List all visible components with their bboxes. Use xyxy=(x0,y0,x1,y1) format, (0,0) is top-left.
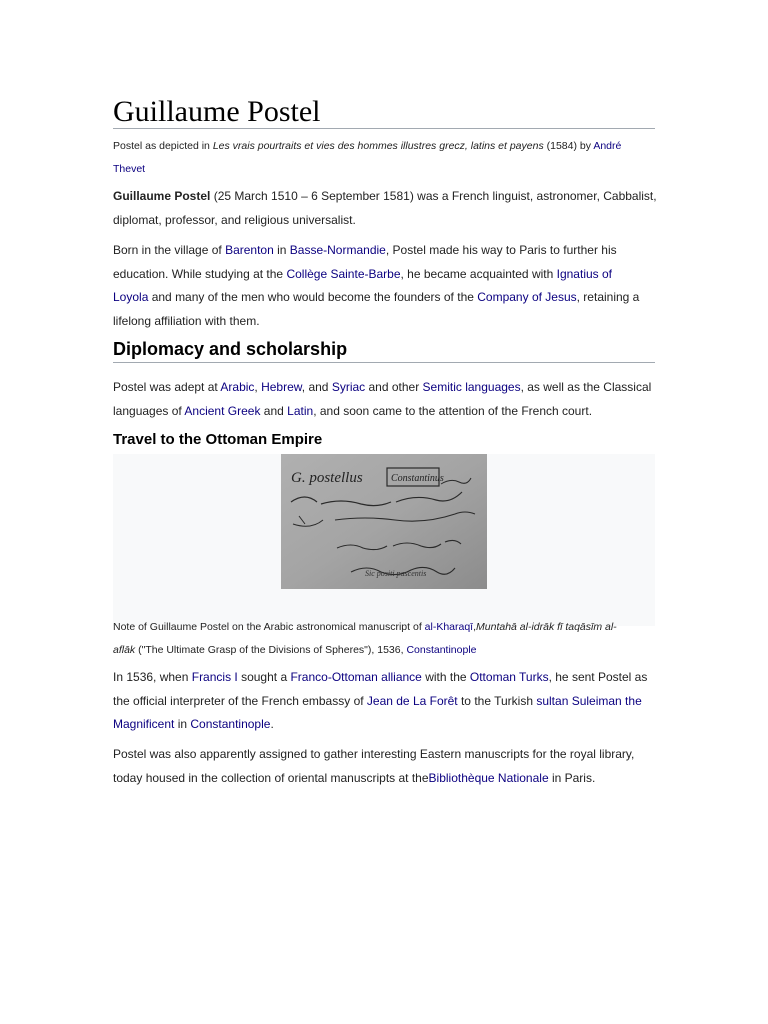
link-magnificent[interactable]: Magnificent xyxy=(113,717,175,731)
figure-caption: Note of Guillaume Postel on the Arabic astronomical manuscript of al-Kharaqī,Muntahā al-idrāk fī taqāsīm al- aflāk ("The Ultimate Grasp of the Divisions of Spheres"), 1536, Constantinople xyxy=(113,621,617,656)
intro-paragraph: Guillaume Postel (25 March 1510 – 6 September 1581) was a French linguist, astronomer, Cabbalist, diplomat, professor, and religious universalist. xyxy=(113,189,657,227)
link-constantinople[interactable]: Constantinople xyxy=(190,717,271,731)
link-jean-de-la-foret[interactable]: Jean de La Forêt xyxy=(366,693,458,708)
infobox-caption-line-1: Postel as depicted in Les vrais pourtraits et vies des hommes illustres grecz, latins et payens (1584) by André xyxy=(113,140,622,152)
languages-paragraph: Postel was adept at Arabic, Hebrew, and Syriac and other Semitic languages, as well as the Classical languages of Ancient Greek and Latin, and soon came to the attention of the French court. xyxy=(113,380,652,418)
work-title: Les vrais pourtraits et vies des hommes illustres grecz, latins et payens xyxy=(212,140,544,152)
link-college-sainte-barbe[interactable]: Collège Sainte-Barbe xyxy=(286,266,401,281)
link-barenton[interactable]: Barenton xyxy=(225,243,274,257)
manuscript-word: Constantinus xyxy=(391,473,444,484)
manuscript-image[interactable] xyxy=(281,454,487,589)
page-title: Guillaume Postel xyxy=(113,95,321,128)
link-loyola[interactable]: Loyola xyxy=(113,290,149,304)
biography-paragraph: Born in the village of Barenton in Basse-Normandie, Postel made his way to Paris to further his education. While studying at the Collège Sainte-Barbe, he became acquainted with Ignatius of Loyola and many of the men who would become the founders of the Company of Jesus, retaining a lifelong affiliation with them. xyxy=(113,243,640,328)
link-franco-ottoman-alliance[interactable]: Franco-Ottoman alliance xyxy=(290,670,422,684)
manuscript-drawing xyxy=(281,454,487,589)
link-basse-normandie[interactable]: Basse-Normandie xyxy=(289,243,386,257)
infobox-caption xyxy=(113,135,655,181)
link-hebrew[interactable]: Hebrew xyxy=(261,380,302,394)
link-sultan-suleiman[interactable]: sultan Suleiman the xyxy=(536,693,642,708)
link-syriac[interactable]: Syriac xyxy=(331,380,366,394)
link-ottoman-turks[interactable]: Ottoman Turks xyxy=(469,670,549,684)
link-al-kharaqi[interactable]: al-Kharaqī xyxy=(424,621,474,633)
link-constantinople-caption[interactable]: Constantinople xyxy=(406,644,477,656)
link-francis-i[interactable]: Francis I xyxy=(191,670,238,684)
subject-name: Guillaume Postel xyxy=(113,189,211,203)
manuscript-signature: G. postellus xyxy=(291,470,363,486)
link-company-of-jesus[interactable]: Company of Jesus xyxy=(477,290,577,304)
link-latin[interactable]: Latin xyxy=(287,403,314,418)
author-link[interactable]: André xyxy=(593,140,622,152)
link-ignatius-of-loyola[interactable]: Ignatius of xyxy=(556,266,612,281)
link-semitic-languages[interactable]: Semitic languages xyxy=(422,380,521,394)
section-divider xyxy=(113,362,655,363)
section-heading-ottoman: Travel to the Ottoman Empire xyxy=(113,431,323,448)
infobox-caption-line-2 xyxy=(113,158,655,181)
link-arabic[interactable]: Arabic xyxy=(220,380,255,394)
author-link-continued[interactable]: Thevet xyxy=(113,163,146,175)
link-ancient-greek[interactable]: Ancient Greek xyxy=(184,403,261,418)
section-heading-diplomacy: Diplomacy and scholarship xyxy=(113,339,348,359)
title-divider xyxy=(113,128,655,129)
manuscript-latin-note: Sic positi pascentis xyxy=(365,569,427,578)
embassy-paragraph: In 1536, when Francis I sought a Franco-Ottoman alliance with the Ottoman Turks, he sent Postel as the official interpreter of the French embassy of Jean de La Forêt to the Turkish sultan Suleiman the Magnificent in Constantinople. xyxy=(113,670,648,731)
link-bibliotheque-nationale[interactable]: Bibliothèque Nationale xyxy=(428,770,549,785)
manuscripts-paragraph: Postel was also apparently assigned to gather interesting Eastern manuscripts for the royal library, today housed in the collection of oriental manuscripts at theBibliothèque Nationale in Paris. xyxy=(113,747,635,785)
